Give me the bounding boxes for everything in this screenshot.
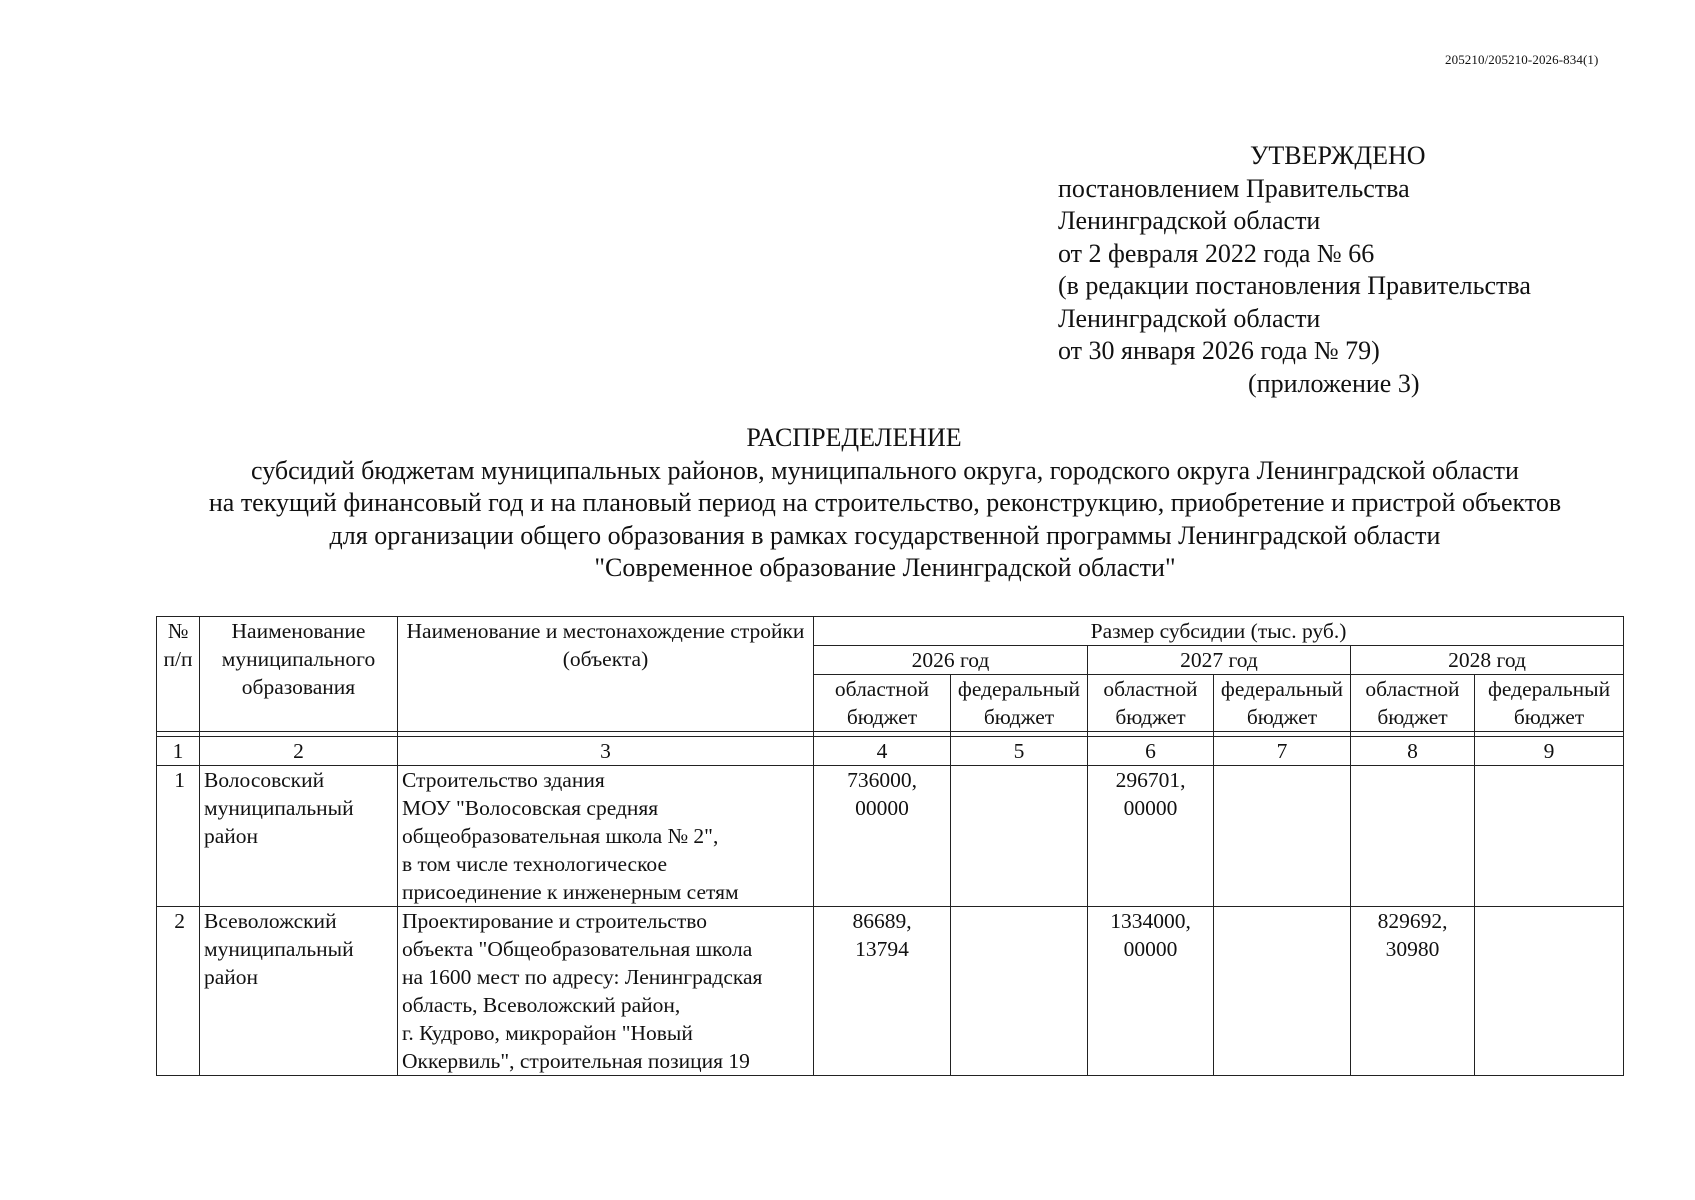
object-description-line: МОУ "Волосовская средняя [402,796,659,820]
regional-budget-value [1351,907,1475,1076]
document-id: 205210/205210-2026-834(1) [1445,52,1599,67]
column-number: 6 [1088,737,1214,766]
regional-budget-value [814,766,951,907]
approval-line: постановлением Правительства [1058,173,1410,203]
header-year-2027: 2027 год [1088,646,1351,675]
object-description-line: на 1600 мест по адресу: Ленинградская [402,965,763,989]
document-heading [150,422,1620,585]
approval-line: Ленинградской области [1058,303,1321,333]
header-federal-budget: федеральный бюджет [951,675,1088,732]
header-regional-budget: областной бюджет [814,675,951,732]
federal-budget-value [951,766,1088,907]
header-object: Наименование и местонахождение стройки (объекта) [398,617,814,732]
object-description-line: в том числе технологическое [402,852,667,876]
heading-line: "Современное образование Ленинградской области" [594,553,1176,582]
approval-line: (в редакции постановления Правительства [1058,271,1531,300]
row-number: 1 [157,766,200,907]
header-year-2026: 2026 год [814,646,1088,675]
amount-part: 296701, [1115,768,1186,792]
regional-budget-value [1351,766,1475,907]
amount-part: 13794 [855,937,909,961]
header-federal-budget: федеральный бюджет [1214,675,1351,732]
table-row [157,907,1624,1076]
object-description-line: Оккервиль", строительная позиция 19 [402,1049,750,1073]
header-subsidy: Размер субсидии (тыс. руб.) [814,617,1624,646]
subsidy-table [156,616,1624,1076]
column-number: 7 [1214,737,1351,766]
municipality-name: Всеволожский муниципальный район [200,907,398,1076]
federal-budget-value [1214,907,1351,1076]
approval-line: от 30 января 2026 года № 79) [1058,336,1380,365]
amount-part: 86689, [852,909,912,933]
federal-budget-value [951,907,1088,1076]
approval-title: УТВЕРЖДЕНО [1250,141,1426,170]
heading-line: на текущий финансовый год и на плановый период на строительство, реконструкцию, приобретение и пристрой объектов [208,488,1562,517]
municipality-name: Волосовский муниципальный район [200,766,398,907]
regional-budget-value [1088,766,1214,907]
amount-part: 1334000, [1110,909,1191,933]
regional-budget-value [1088,907,1214,1076]
row-number: 2 [157,907,200,1076]
object-description-line: Строительство здания [402,768,605,792]
column-number: 2 [200,737,398,766]
object-description [398,766,814,907]
column-number: 3 [398,737,814,766]
appendix-label: (приложение 3) [1248,368,1420,398]
amount-part: 00000 [855,796,909,820]
regional-budget-value [814,907,951,1076]
table-row [157,766,1624,907]
header-regional-budget: областной бюджет [1088,675,1214,732]
approval-block [1058,140,1531,400]
header-regional-budget: областной бюджет [1351,675,1475,732]
federal-budget-value [1475,907,1624,1076]
heading-line: субсидий бюджетам муниципальных районов, муниципального округа, городского округа Ленинградской области [251,455,1519,485]
column-number: 9 [1475,737,1624,766]
header-year-2028: 2028 год [1351,646,1624,675]
object-description-line: общеобразовательная школа № 2", [402,824,719,848]
column-number: 8 [1351,737,1475,766]
column-number: 4 [814,737,951,766]
object-description-line: присоединение к инженерным сетям [402,880,739,904]
column-number: 5 [951,737,1088,766]
approval-line: Ленинградской области [1058,206,1321,235]
column-number: 1 [157,737,200,766]
approval-line: от 2 февраля 2022 года № 66 [1058,238,1375,268]
object-description-line: Проектирование и строительство [402,909,707,933]
object-description-line: область, Всеволожский район, [402,993,681,1017]
amount-part: 829692, [1377,909,1448,933]
amount-part: 736000, [847,768,917,792]
object-description-line: г. Кудрово, микрорайон "Новый [402,1021,693,1045]
federal-budget-value [1214,766,1351,907]
amount-part: 30980 [1385,937,1440,961]
header-municipality: Наименование муниципального образования [200,617,398,732]
header-federal-budget: федеральный бюджет [1475,675,1624,732]
federal-budget-value [1475,766,1624,907]
amount-part: 00000 [1123,937,1178,961]
heading-line: для организации общего образования в рамках государственной программы Ленинградской области [329,520,1441,550]
header-number: № п/п [157,617,200,732]
column-number-row [157,737,1624,766]
object-description-line: объекта "Общеобразовательная школа [402,937,753,961]
object-description [398,907,814,1076]
heading-title: РАСПРЕДЕЛЕНИЕ [746,423,962,452]
amount-part: 00000 [1123,796,1178,820]
